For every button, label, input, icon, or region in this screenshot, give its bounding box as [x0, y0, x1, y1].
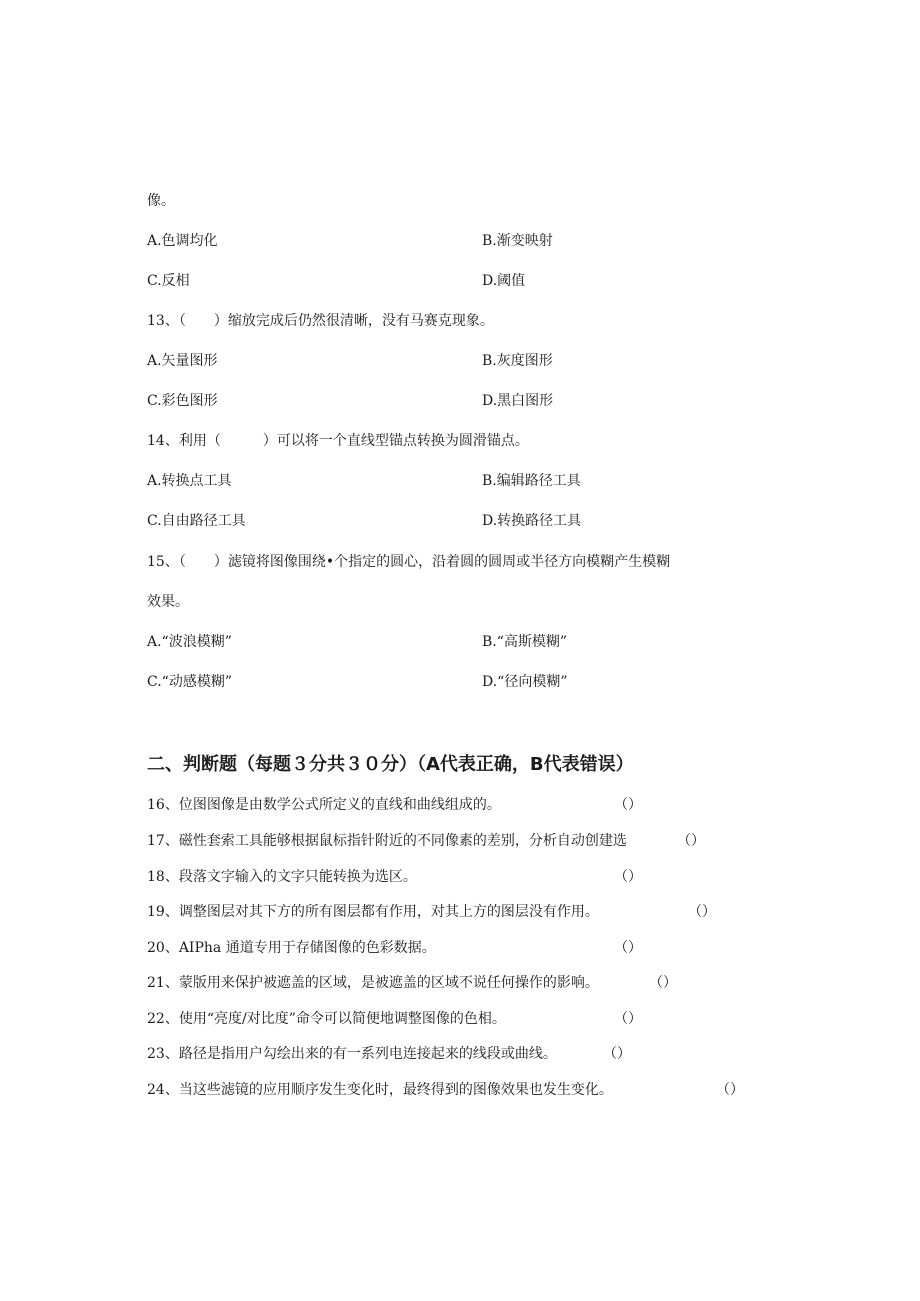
- option-b: B.渐变映射: [482, 233, 553, 249]
- judgment-item: 19、调整图层对其下方的所有图层都有作用，对其上方的图层没有作用。: [147, 904, 599, 920]
- answer-blank[interactable]: （）: [603, 1046, 631, 1062]
- question-15-stem: 15、（ ）滤镜将图像围绕•个指定的圆心，沿着圆的圆周或半径方向模糊产生模糊: [147, 554, 671, 570]
- option-b: B.灰度图形: [482, 353, 553, 369]
- judgment-item: 18、段落文字输入的文字只能转换为选区。: [147, 869, 417, 885]
- judgment-item: 24、当这些滤镜的应用顺序发生变化时，最终得到的图像效果也发生变化。: [147, 1082, 613, 1098]
- option-d: D.黑白图形: [482, 393, 554, 409]
- question-13-stem: 13、（ ）缩放完成后仍然很清晰，没有马赛克现象。: [147, 313, 494, 329]
- answer-blank[interactable]: （）: [677, 833, 705, 849]
- option-d: D.转换路径工具: [482, 513, 582, 529]
- answer-blank[interactable]: （）: [614, 940, 642, 956]
- option-a: A.“波浪模糊”: [147, 634, 232, 650]
- answer-blank[interactable]: （）: [614, 1011, 642, 1027]
- judgment-item: 22、使用“亮度/对比度”命令可以简便地调整图像的色相。: [147, 1011, 506, 1027]
- option-a: A.转换点工具: [147, 473, 232, 489]
- section-title: 二、判断题（每题３分共３０分）（A代表正确，B代表错误）: [147, 754, 634, 775]
- question-15-stem-cont: 效果。: [147, 594, 189, 610]
- judgment-item: 17、磁性套索工具能够根据鼠标指针附近的不同像素的差别，分析自动创建选: [147, 833, 627, 849]
- answer-blank[interactable]: （）: [614, 869, 642, 885]
- option-b: B.编辑路径工具: [482, 473, 581, 489]
- answer-blank[interactable]: （）: [716, 1082, 744, 1098]
- judgment-item: 21、蒙版用来保护被遮盖的区域，是被遮盖的区域不说任何操作的影响。: [147, 975, 599, 991]
- answer-blank[interactable]: （）: [649, 975, 677, 991]
- judgment-item: 16、位图图像是由数学公式所定义的直线和曲线组成的。: [147, 797, 501, 813]
- answer-blank[interactable]: （）: [614, 797, 642, 813]
- judgment-item: 20、AIPha 通道专用于存储图像的色彩数据。: [147, 940, 436, 956]
- answer-blank[interactable]: （）: [688, 904, 716, 920]
- option-c: C.反相: [147, 273, 190, 289]
- question-continuation: 像。: [147, 193, 175, 209]
- option-a: A.色调均化: [147, 233, 218, 249]
- option-a: A.矢量图形: [147, 353, 218, 369]
- judgment-item: 23、路径是指用户勾绘出来的有一系列电连接起来的线段或曲线。: [147, 1046, 557, 1062]
- option-d: D.“径向模糊”: [482, 674, 568, 690]
- option-b: B.“高斯模糊”: [482, 634, 568, 650]
- option-c: C.彩色图形: [147, 393, 218, 409]
- question-14-stem: 14、利用（ ）可以将一个直线型锚点转换为圆滑锚点。: [147, 433, 529, 449]
- option-d: D.阈值: [482, 273, 526, 289]
- option-c: C.自由路径工具: [147, 513, 246, 529]
- option-c: C.“动感模糊”: [147, 674, 232, 690]
